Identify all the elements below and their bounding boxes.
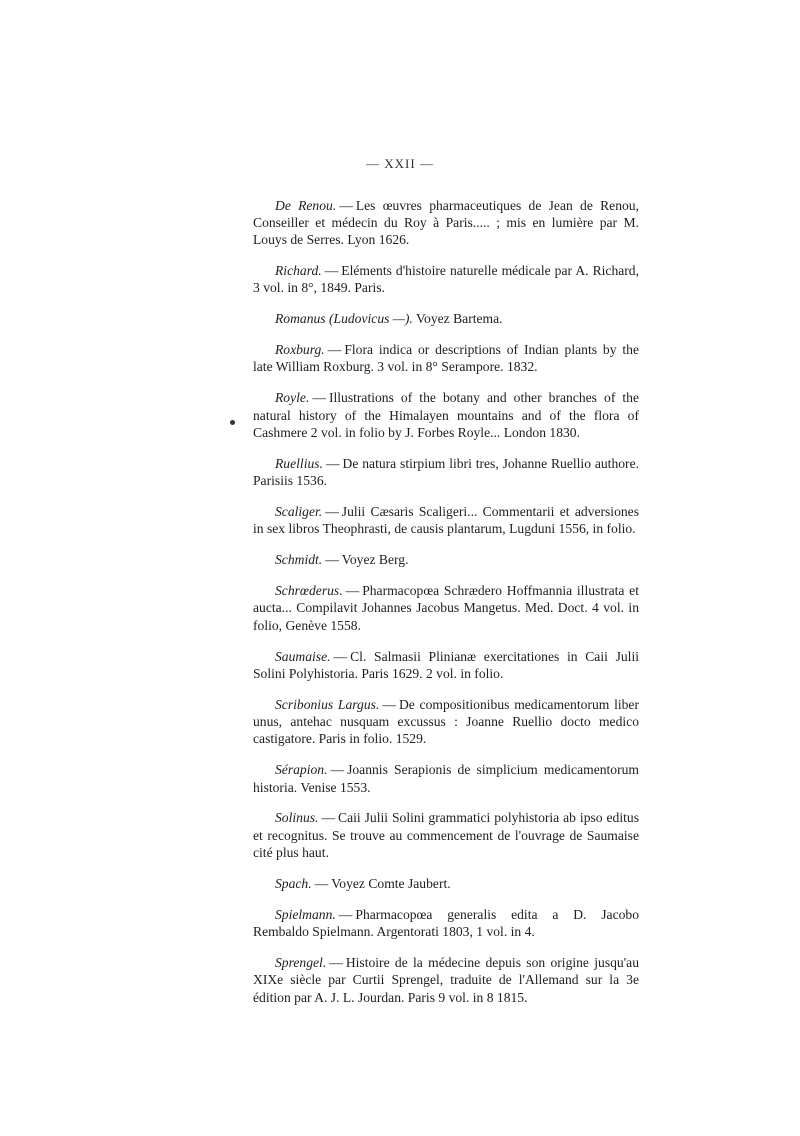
entry-author: Sérapion. [275,762,328,778]
entry-text: Histoire de la médecine depuis son origine jusqu'au XIXe siècle par Curtii Sprengel, traduite de l'Allemand sur la 3e édition par A. J. L. Jourdan. Paris 9 vol. in 8 1815. [253,955,639,1005]
entry-author: Schmidt. [275,552,323,568]
bibliography-entry: Ruellius. — De natura stirpium libri tres, Johanne Ruellio authore. Parisiis 1536. [253,455,639,489]
entry-author: Schrœderus. [275,583,343,599]
entry-text: Voyez Berg. [341,552,409,568]
entry-author: Saumaise. [275,648,331,664]
bibliography-entry: Scribonius Largus. — De compositionibus medicamentorum liber unus, antehac nusquam excussus : Joanne Ruellio docto medico castigatore. Paris in folio. 1529. [253,696,639,747]
entry-text: De compositionibus medicamentorum liber unus, antehac nusquam excussus : Joanne Ruellio docto medico castigatore. Paris in folio. 1529. [253,696,639,747]
entry-author: Spielmann. [275,906,336,922]
entry-text: Pharmacopœa generalis edita a D. Jacobo Rembaldo Spielmann. Argentorati 1803, 1 vol. in 4. [253,906,639,940]
entry-text: Voyez Comte Jaubert. [331,875,451,891]
entry-text: Les œuvres pharmaceutiques de Jean de Renou, Conseiller et médecin du Roy à Paris..... ; mis en lumière par M. Louys de Serres. Lyon 1626. [253,197,639,248]
bibliography-list [253,183,639,1016]
entry-author: Scaliger. [275,504,323,520]
entry-author: Royle. [275,390,310,406]
entry-author: Solinus. [275,810,319,826]
bibliography-entry: Schmidt. — Voyez Berg. [275,552,409,568]
bibliography-entry: Saumaise. — Cl. Salmasii Plinianæ exercitationes in Caii Julii Solini Polyhistoria. Paris 1629. 2 vol. in folio. [253,648,639,681]
bibliography-entry: Spielmann. — Pharmacopœa generalis edita a D. Jacobo Rembaldo Spielmann. Argentorati 1803, 1 vol. in 4. [253,906,639,940]
entry-text: Caii Julii Solini grammatici polyhistoria ab ipso editus et recognitus. Se trouve au commencement de l'ouvrage de Saumaise cité plus haut. [253,810,639,861]
entry-text: Pharmacopœa Schrædero Hoffmannia illustrata et aucta... Compilavit Johannes Jacobus Mangetus. Med. Doct. 4 vol. in folio, Genève 1558. [253,583,639,633]
bibliography-entry: Spach. — Voyez Comte Jaubert. [275,875,451,891]
margin-dot [230,420,235,425]
page-number: — XXII — [366,156,434,171]
entry-author: Ruellius. [275,455,323,471]
bibliography-entry: Sérapion. — Joannis Serapionis de simplicium medicamentorum historia. Venise 1553. [253,762,639,795]
entry-author: De Renou. [275,197,337,213]
entry-author: Scribonius Largus. [275,696,380,712]
entry-text: Joannis Serapionis de simplicium medicamentorum historia. Venise 1553. [253,762,639,795]
entry-text: Voyez Bartema. [415,311,503,327]
entry-text: Eléments d'histoire naturelle médicale par A. Richard, 3 vol. in 8°, 1849. Paris. [253,263,639,296]
bibliography-entry: Scaliger. — Julii Cæsaris Scaligeri... Commentarii et adversiones in sex libros Theophrasti, de causis plantarum, Lugduni 1556, in folio. [253,504,639,537]
entry-author: Richard. [275,263,322,279]
bibliography-entry: Roxburg. — Flora indica or descriptions of Indian plants by the late William Roxburg. 3 vol. in 8° Serampore. 1832. [253,342,639,375]
bibliography-entry: Richard. — Eléments d'histoire naturelle médicale par A. Richard, 3 vol. in 8°, 1849. Paris. [253,263,639,296]
entry-author: Roxburg. [275,342,325,358]
entry-text: Illustrations of the botany and other branches of the natural history of the Himalayen mountains and of the flora of Cashmere 2 vol. in folio by J. Forbes Royle... London 1830. [253,390,639,440]
entry-text: Flora indica or descriptions of Indian plants by the late William Roxburg. 3 vol. in 8° Serampore. 1832. [253,342,639,375]
bibliography-entry [253,310,639,327]
bibliography-entry: De Renou. — Les œuvres pharmaceutiques de Jean de Renou, Conseiller et médecin du Roy à Paris..... ; mis en lumière par M. Louys de Serres. Lyon 1626. [253,197,639,248]
bibliography-entry: Royle. — Illustrations of the botany and other branches of the natural history of the Himalayen mountains and of the flora of Cashmere 2 vol. in folio by J. Forbes Royle... London 1830. [253,390,639,440]
entry-text: Cl. Salmasii Plinianæ exercitationes in Caii Julii Solini Polyhistoria. Paris 1629. 2 vol. in folio. [253,648,639,681]
bibliography-entry: Solinus. — Caii Julii Solini grammatici polyhistoria ab ipso editus et recognitus. Se trouve au commencement de l'ouvrage de Saumaise cité plus haut. [253,810,639,861]
entry-author: Sprengel. [275,955,327,970]
entry-author: Spach. [275,875,312,891]
bibliography-entry: Schrœderus. — Pharmacopœa Schrædero Hoffmannia illustrata et aucta... Compilavit Johannes Jacobus Mangetus. Med. Doct. 4 vol. in folio, Genève 1558. [253,583,639,633]
entry-text: De natura stirpium libri tres, Johanne Ruellio authore. Parisiis 1536. [253,455,639,489]
entry-text: Julii Cæsaris Scaligeri... Commentarii et adversiones in sex libros Theophrasti, de causis plantarum, Lugduni 1556, in folio. [253,504,639,537]
entry-author: Romanus (Ludovicus —). [275,311,413,327]
bibliography-entry: Sprengel. — Histoire de la médecine depuis son origine jusqu'au XIXe siècle par Curtii Sprengel, traduite de l'Allemand sur la 3e édition par A. J. L. Jourdan. Paris 9 vol. in 8 1815. [253,955,639,1005]
